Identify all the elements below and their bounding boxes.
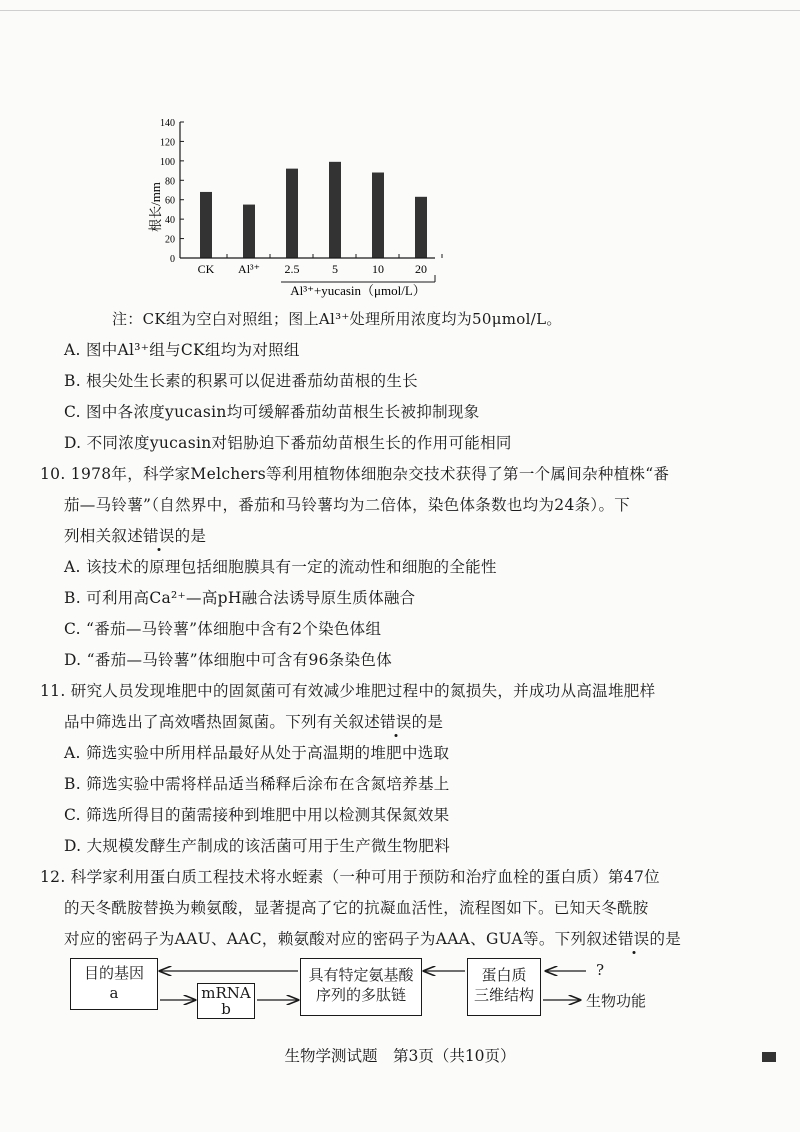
y-tick-label: 60 xyxy=(165,195,175,207)
q11-stem-line1: 11. 研究人员发现堆肥中的固氮菌可有效减少堆肥过程中的氮损失，并成功从高温堆肥样 xyxy=(40,682,656,700)
q9-option-c: C. 图中各浓度yucasin均可缓解番茄幼苗根生长被抑制现象 xyxy=(64,403,480,421)
flow-box-protein-line2: 三维结构 xyxy=(473,986,534,1004)
bar-4 xyxy=(372,173,384,258)
q10-stem-line3: 列相关叙述错误的是 xyxy=(64,527,207,545)
q12-stem-line3: 对应的密码子为AAU、AAC，赖氨酸对应的密码子为AAA、GUA等。下列叙述错误的是 xyxy=(64,930,682,948)
root-length-chart xyxy=(130,112,450,302)
q12-stem-line2: 的天冬酰胺替换为赖氨酸，显著提高了它的抗凝血活性，流程图如下。已知天冬酰胺 xyxy=(64,899,649,917)
x-tick-label: 5 xyxy=(332,262,338,276)
bar-3 xyxy=(329,162,341,258)
q10-stem-line2: 茄—马铃薯”（自然界中，番茄和马铃薯均为二倍体，染色体条数也均为24条）。下 xyxy=(64,496,631,514)
q10-stem-line1: 10. 1978年，科学家Melchers等利用植物体细胞杂交技术获得了第一个属间杂种植株“番 xyxy=(40,465,670,483)
q9-option-b: B. 根尖处生长素的积累可以促进番茄幼苗根的生长 xyxy=(64,372,418,390)
group-label: Al³⁺+yucasin（μmol/L） xyxy=(290,283,426,298)
scan-edge-line xyxy=(0,10,800,11)
y-tick-label: 80 xyxy=(165,176,175,188)
q11-option-c: C. 筛选所得目的菌需接种到堆肥中用以检测其保氮效果 xyxy=(64,806,450,824)
q11-option-b: B. 筛选实验中需将样品适当稀释后涂布在含氮培养基上 xyxy=(64,775,450,793)
q11-option-d: D. 大规模发酵生产制成的该活菌可用于生产微生物肥料 xyxy=(64,837,451,855)
x-tick-label: 20 xyxy=(415,262,427,276)
flow-question-mark: ? xyxy=(596,961,605,979)
q10-option-c: C. “番茄—马铃薯”体细胞中含有2个染色体组 xyxy=(64,620,382,638)
y-tick-label: 140 xyxy=(160,118,175,129)
q9-option-a: A. 图中Al³⁺组与CK组均为对照组 xyxy=(64,341,300,359)
q9-option-d: D. 不同浓度yucasin对铝胁迫下番茄幼苗根生长的作用可能相同 xyxy=(64,434,512,452)
x-tick-label: CK xyxy=(197,262,215,276)
flow-arrows xyxy=(0,950,800,1030)
q11-option-a: A. 筛选实验中所用样品最好从处于高温期的堆肥中选取 xyxy=(64,744,450,762)
q10-option-d: D. “番茄—马铃薯”体细胞中可含有96条染色体 xyxy=(64,651,393,669)
page-edge-mark xyxy=(762,1052,776,1062)
q11-emphasis: 错误 xyxy=(380,713,412,731)
flow-box-polypeptide-line2: 序列的多肽链 xyxy=(315,986,406,1004)
bar-2 xyxy=(286,169,298,258)
q10-option-b: B. 可利用高Ca²⁺—高pH融合法诱导原生质体融合 xyxy=(64,589,416,607)
y-tick-label: 120 xyxy=(160,137,175,149)
page-footer: 生物学测试题 第3页（共10页） xyxy=(284,1047,516,1065)
flow-box-mrna-label: mRNA xyxy=(201,984,251,1002)
y-tick-label: 20 xyxy=(165,234,175,246)
q12-stem-line1: 12. 科学家利用蛋白质工程技术将水蛭素（一种可用于预防和治疗血栓的蛋白质）第47位 xyxy=(40,868,660,886)
q10-emphasis: 错误 xyxy=(143,527,175,545)
x-tick-label: Al³⁺ xyxy=(238,262,260,276)
x-tick-label: 2.5 xyxy=(284,262,300,276)
flow-box-mrna-letter: b xyxy=(221,1000,231,1018)
y-tick-label: 40 xyxy=(165,215,175,227)
q11-stem-line2: 品中筛选出了高效嗜热固氮菌。下列有关叙述错误的是 xyxy=(64,713,444,731)
flow-box-polypeptide-line1: 具有特定氨基酸 xyxy=(308,966,414,984)
y-tick-label: 0 xyxy=(170,254,175,265)
y-axis-label: 根长/mm xyxy=(148,182,163,232)
bar-1 xyxy=(243,205,255,258)
bar-5 xyxy=(415,197,427,258)
flow-box-target-gene-label: 目的基因 xyxy=(83,964,144,982)
q10-option-a: A. 该技术的原理包括细胞膜具有一定的流动性和细胞的全能性 xyxy=(64,558,497,576)
flow-box-protein-line1: 蛋白质 xyxy=(481,966,527,984)
q12-emphasis: 错误 xyxy=(617,930,650,948)
bar-0 xyxy=(200,192,212,258)
y-tick-label: 100 xyxy=(160,156,175,168)
x-tick-label: 10 xyxy=(372,262,384,276)
flow-box-target-gene-letter: a xyxy=(109,984,119,1002)
chart-note: 注：CK组为空白对照组；图上Al³⁺处理所用浓度均为50μmol/L。 xyxy=(112,310,562,328)
flow-function-label: 生物功能 xyxy=(586,992,647,1010)
